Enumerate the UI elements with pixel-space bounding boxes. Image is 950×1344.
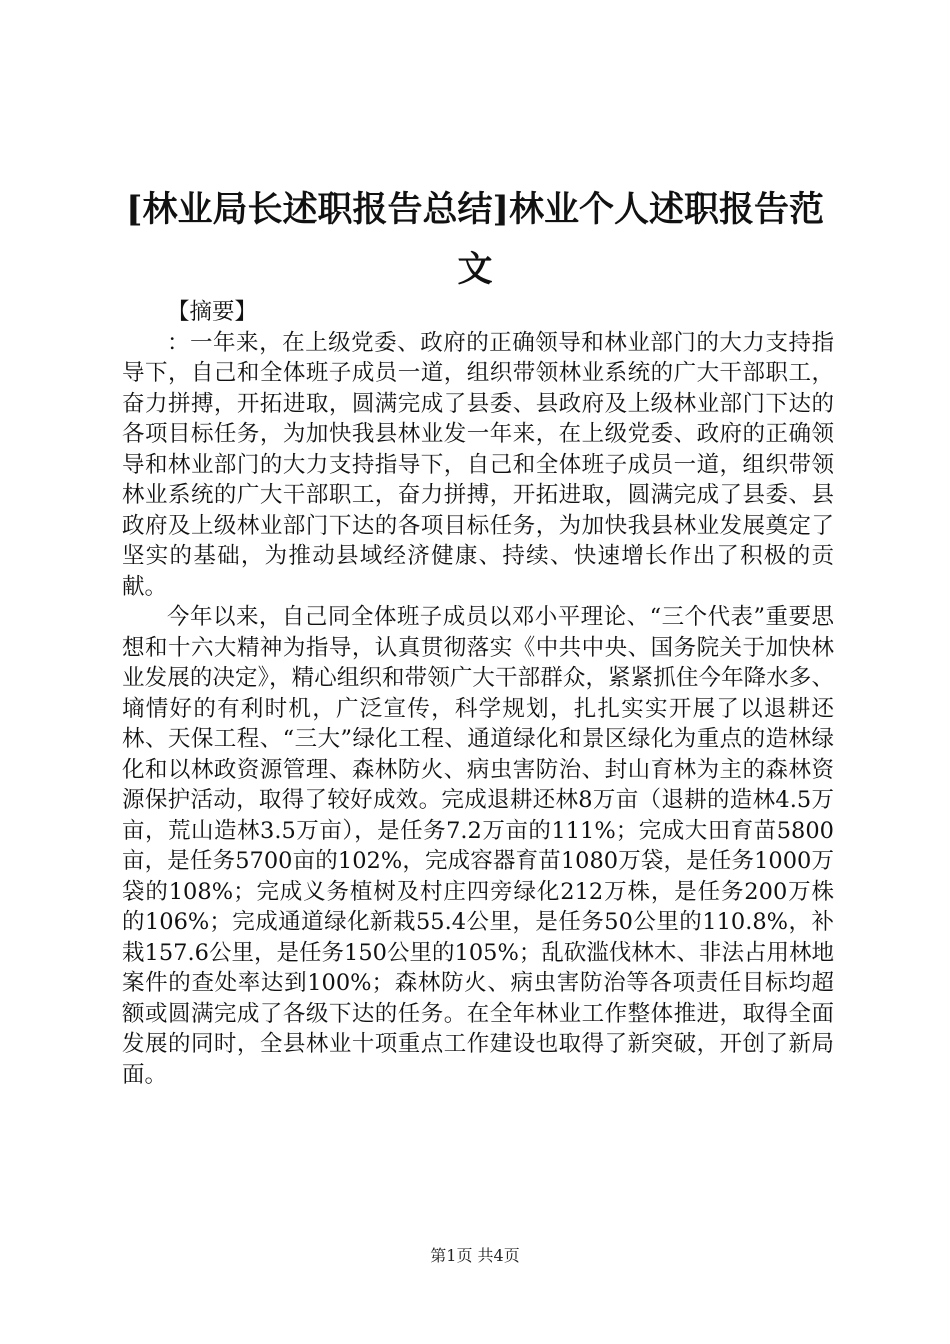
paragraph: 今年以来，自己同全体班子成员以邓小平理论、“三个代表”重要思想和十六大精神为指导，认真贯彻落实《中共中央、国务院关于加快林业发展的决定》，精心组织和带领广大干部群众，紧紧抓住今年降水多、墒情好的有利时机，广泛宣传，科学规划，扎扎实实开展了以退耕还林、天保工程、“三大”绿化工程、通道绿化和景区绿化为重点的造林绿化和以林政资源管理、森林防火、病虫害防治、封山育林为主的森林资源保护活动，取得了较好成效。完成退耕还林8万亩（退耕的造林4.5万亩，荒山造林3.5万亩），是任务7.2万亩的111%；完成大田育苗5800亩，是任务5700亩的102%，完成容器育苗1080万袋，是任务1000万袋的108%；完成义务植树及村庄四旁绿化212万株，是任务200万株的106%；完成通道绿化新栽55.4公里，是任务50公里的110.8%，补栽157.6公里，是任务150公里的105%；乱砍滥伐林木、非法占用林地案件的查处率达到100%；森林防火、病虫害防治等各项责任目标均超额或圆满完成了各级下达的任务。在全年林业工作整体推进，取得全面发展的同时，全县林业十项重点工作建设也取得了新突破，开创了新局面。 <box>122 604 834 1088</box>
document-body <box>122 297 834 1090</box>
page-footer: 第1页 共4页 <box>430 1246 520 1265</box>
abstract-label: 【摘要】 <box>167 299 258 325</box>
document-title: [林业局长述职报告总结]林业个人述职报告范文 <box>125 189 825 290</box>
paragraph: ：一年来，在上级党委、政府的正确领导和林业部门的大力支持指导下，自己和全体班子成员一道，组织带领林业系统的广大干部职工，奋力拼搏，开拓进取，圆满完成了县委、县政府及上级林业部门下达的各项目标任务，为加快我县林业发一年来，在上级党委、政府的正确领导和林业部门的大力支持指导下，自己和全体班子成员一道，组织带领林业系统的广大干部职工，奋力拼搏，开拓进取，圆满完成了县委、县政府及上级林业部门下达的各项目标任务，为加快我县林业发展奠定了坚实的基础，为推动县域经济健康、持续、快速增长作出了积极的贡献。 <box>122 329 834 600</box>
